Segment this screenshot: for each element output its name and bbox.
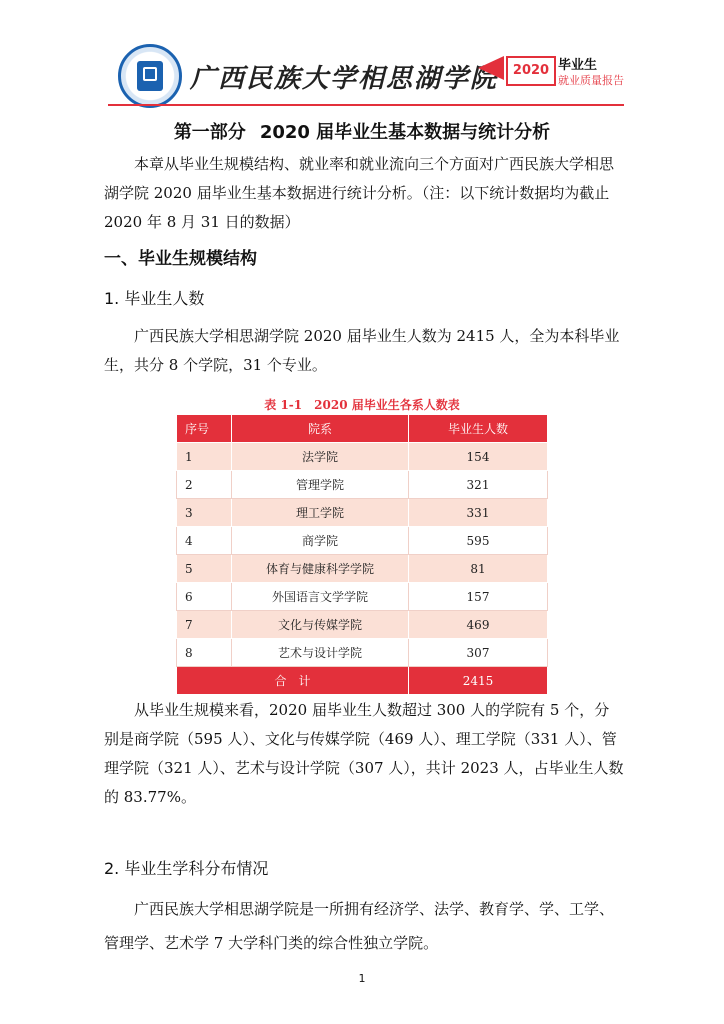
table-row [177, 583, 548, 611]
total-label: 合 计 [177, 667, 409, 695]
row-count: 307 [409, 639, 548, 667]
report-badge-top: 毕业生 [558, 58, 598, 73]
school-seal-logo [118, 44, 182, 108]
intro-paragraph: 本章从毕业生规模结构、就业率和就业流向三个方面对广西民族大学相思湖学院 2020 届毕业生基本数据进行统计分析。（注：以下统计数据均为截止 2020 年 8 月 31 日的数据） [104, 155, 615, 231]
row-department: 外国语言文学学院 [232, 583, 409, 611]
row-department: 文化与传媒学院 [232, 611, 409, 639]
report-year-badge: 2020 [506, 56, 556, 86]
row-department: 理工学院 [232, 499, 409, 527]
subsection-heading-2: 2. 毕业生学科分布情况 [104, 859, 269, 878]
row-count: 595 [409, 527, 548, 555]
column-header-department: 院系 [232, 415, 409, 443]
row-index: 5 [177, 555, 232, 583]
row-department: 法学院 [232, 443, 409, 471]
table-caption [0, 396, 724, 413]
subsection-heading-1: 1. 毕业生人数 [104, 289, 205, 308]
page-title [0, 118, 724, 144]
row-count: 469 [409, 611, 548, 639]
page-header [0, 0, 724, 112]
table-row [177, 639, 548, 667]
table-row [177, 499, 548, 527]
graduates-count-paragraph: 广西民族大学相思湖学院 2020 届毕业生人数为 2415 人，全为本科毕业生，共分 8 个学院，31 个专业。 [104, 327, 620, 374]
table-header-row [177, 415, 548, 443]
row-count: 321 [409, 471, 548, 499]
title-part: 第一部分 [173, 122, 246, 143]
row-department: 体育与健康科学学院 [232, 555, 409, 583]
row-count: 154 [409, 443, 548, 471]
row-index: 3 [177, 499, 232, 527]
table-row [177, 471, 548, 499]
table-row [177, 443, 548, 471]
seal-emblem-icon [137, 61, 163, 91]
row-index: 7 [177, 611, 232, 639]
section-heading: 一、毕业生规模结构 [104, 249, 257, 269]
page-number: 1 [358, 972, 366, 985]
table-row [177, 527, 548, 555]
total-value: 2415 [409, 667, 548, 695]
row-index: 6 [177, 583, 232, 611]
row-index: 8 [177, 639, 232, 667]
table-row [177, 611, 548, 639]
row-department: 商学院 [232, 527, 409, 555]
row-department: 管理学院 [232, 471, 409, 499]
column-header-index: 序号 [177, 415, 232, 443]
badge-arrow-icon [478, 56, 504, 80]
table-row [177, 555, 548, 583]
title-text: 2020 届毕业生基本数据与统计分析 [259, 122, 551, 143]
row-department: 艺术与设计学院 [232, 639, 409, 667]
analysis-paragraph: 从毕业生规模来看，2020 届毕业生人数超过 300 人的学院有 5 个，分别是商学院（595 人）、文化与传媒学院（469 人）、理工学院（331 人）、管理学院（321 人）、艺术与设计学院（307 人），共计 2023 人，占毕业生人数的 83.77%。 [104, 701, 624, 806]
row-index: 2 [177, 471, 232, 499]
row-count: 81 [409, 555, 548, 583]
header-divider [108, 104, 624, 106]
report-badge-bottom: 就业质量报告 [558, 74, 624, 87]
row-count: 331 [409, 499, 548, 527]
table-total-row [177, 667, 548, 695]
row-index: 1 [177, 443, 232, 471]
row-count: 157 [409, 583, 548, 611]
discipline-paragraph: 广西民族大学相思湖学院是一所拥有经济学、法学、教育学、学、工学、管理学、艺术学 7 大学科门类的综合性独立学院。 [104, 900, 615, 952]
graduates-by-department-table [176, 414, 548, 695]
column-header-count: 毕业生人数 [409, 415, 548, 443]
table-caption-text: 2020 届毕业生各系人数表 [314, 398, 460, 412]
school-name-calligraphy: 广西民族大学相思湖学院 [190, 64, 499, 94]
row-index: 4 [177, 527, 232, 555]
table-caption-number: 表 1-1 [264, 398, 303, 412]
